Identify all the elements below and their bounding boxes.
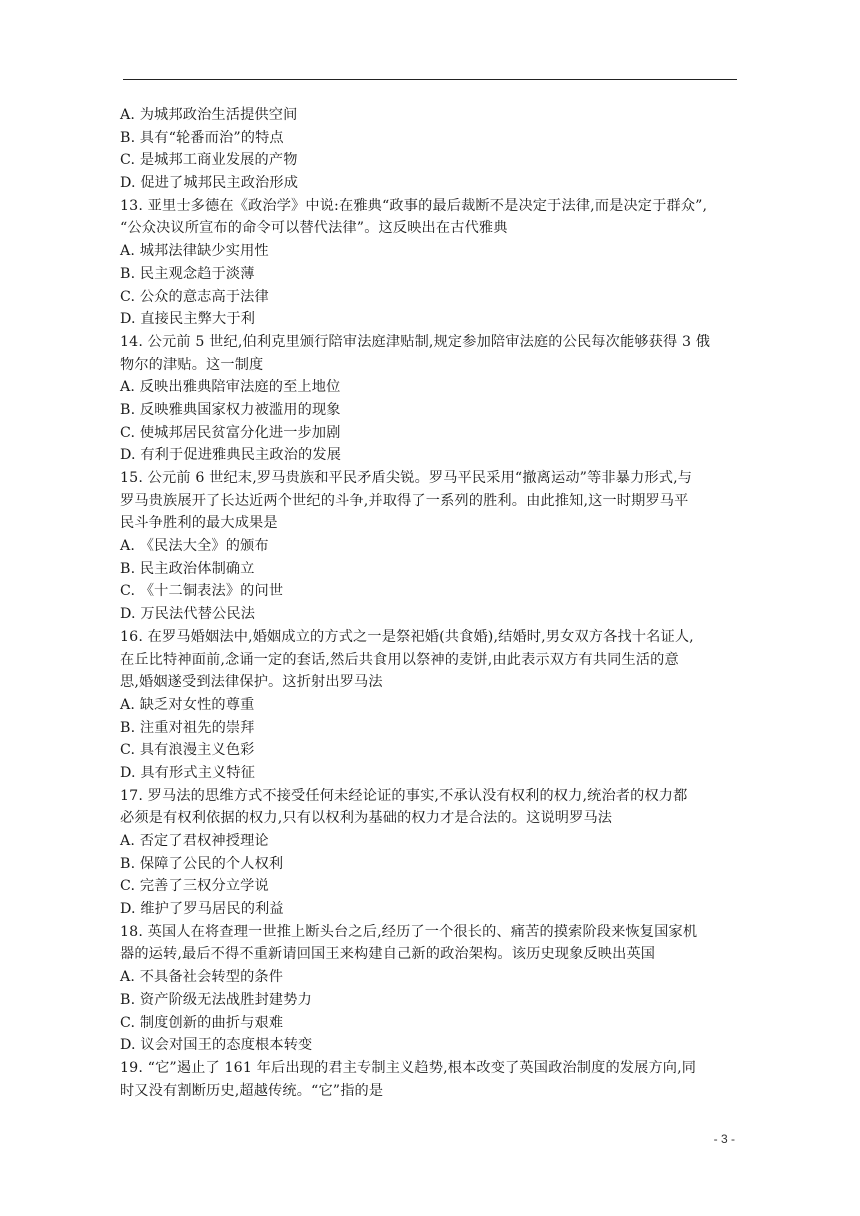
text-line: A. 反映出雅典陪审法庭的至上地位 [120, 379, 341, 396]
text-line: D. 有利于促进雅典民主政治的发展 [120, 447, 342, 464]
question-19: 19. “它”遏止了 161 年后出现的君主专制主义趋势,根本改变了英国政治制度的发展方向,同 [120, 1059, 697, 1076]
text-line: 罗马贵族展开了长达近两个世纪的斗争,并取得了一系列的胜利。由此推知,这一时期罗马平 [120, 492, 689, 509]
document-body [120, 104, 740, 1102]
text-line: D. 维护了罗马居民的利益 [120, 901, 284, 918]
text-line: 物尔的津贴。这一制度 [120, 356, 264, 373]
text-line: A. 否定了君权神授理论 [120, 833, 269, 849]
text-line: C. 使城邦居民贫富分化进一步加剧 [120, 424, 341, 441]
question-16: 16. 在罗马婚姻法中,婚姻成立的方式之一是祭祀婚(共食婚),结婚时,男女双方各找十名证人, [120, 628, 694, 645]
text-line: A. 缺乏对女性的尊重 [120, 696, 255, 713]
text-line: A. 《民法大全》的颁布 [120, 538, 269, 555]
text-line: D. 万民法代替公民法 [120, 606, 256, 623]
text-line: B. 具有“轮番而治”的特点 [120, 129, 284, 146]
text-line: B. 注重对祖先的崇拜 [120, 719, 255, 736]
text-line: A. 不具备社会转型的条件 [120, 969, 284, 986]
text-line: C. 公众的意志高于法律 [120, 288, 269, 305]
text-line: B. 保障了公民的个人权利 [120, 855, 284, 872]
text-line: D. 具有形式主义特征 [120, 764, 256, 781]
text-line: C. 具有浪漫主义色彩 [120, 742, 255, 759]
question-18: 18. 英国人在将查理一世推上断头台之后,经历了一个很长的、痛苦的摸索阶段来恢复国家机 [120, 923, 698, 940]
text-line: C. 《十二铜表法》的问世 [120, 583, 284, 600]
text-line: 在丘比特神面前,念诵一定的套话,然后共食用以祭神的麦饼,由此表示双方有共同生活的意 [120, 651, 679, 668]
question-17: 17. 罗马法的思维方式不接受任何未经论证的事实,不承认没有权利的权力,统治者的权力都 [120, 787, 688, 804]
text-line: B. 反映雅典国家权力被滥用的现象 [120, 401, 341, 418]
text-line: C. 完善了三权分立学说 [120, 878, 269, 895]
text-line: B. 资产阶级无法战胜封建势力 [120, 991, 312, 1008]
text-line: 器的运转,最后不得不重新请回国王来构建自己新的政治架构。该历史现象反映出英国 [120, 946, 656, 963]
question-13: 13. 亚里士多德在《政治学》中说:在雅典“政事的最后裁断不是决定于法律,而是决定于群众”, [120, 197, 708, 214]
text-line: D. 议会对国王的态度根本转变 [120, 1037, 313, 1054]
text-line: D. 直接民主弊大于利 [120, 311, 256, 328]
text-line: 民斗争胜利的最大成果是 [120, 515, 278, 532]
text-line: 时又没有割断历史,超越传统。“它”指的是 [120, 1082, 384, 1099]
text-line: 思,婚姻遂受到法律保护。这折射出罗马法 [120, 674, 383, 691]
header-rule [123, 79, 737, 80]
question-14: 14. 公元前 5 世纪,伯利克里颁行陪审法庭津贴制,规定参加陪审法庭的公民每次能够获得 3 俄 [120, 333, 711, 350]
text-line: C. 是城邦工商业发展的产物 [120, 152, 298, 169]
text-line: C. 制度创新的曲折与艰难 [120, 1014, 284, 1031]
question-15: 15. 公元前 6 世纪末,罗马贵族和平民矛盾尖锐。罗马平民采用“撤离运动”等非暴力形式,与 [120, 470, 693, 486]
text-line: D. 促进了城邦民主政治形成 [120, 175, 299, 192]
page-number: - 3 - [713, 1132, 735, 1146]
text-line: B. 民主观念趋于淡薄 [120, 265, 255, 282]
text-line: A. 城邦法律缺少实用性 [120, 243, 269, 260]
text-line: A. 为城邦政治生活提供空间 [120, 107, 298, 123]
text-line: B. 民主政治体制确立 [120, 560, 255, 577]
text-line: 必须是有权利依据的权力,只有以权利为基础的权力才是合法的。这说明罗马法 [120, 810, 613, 827]
text-line: “公众决议所宣布的命令可以替代法律”。这反映出在古代雅典 [120, 220, 508, 237]
